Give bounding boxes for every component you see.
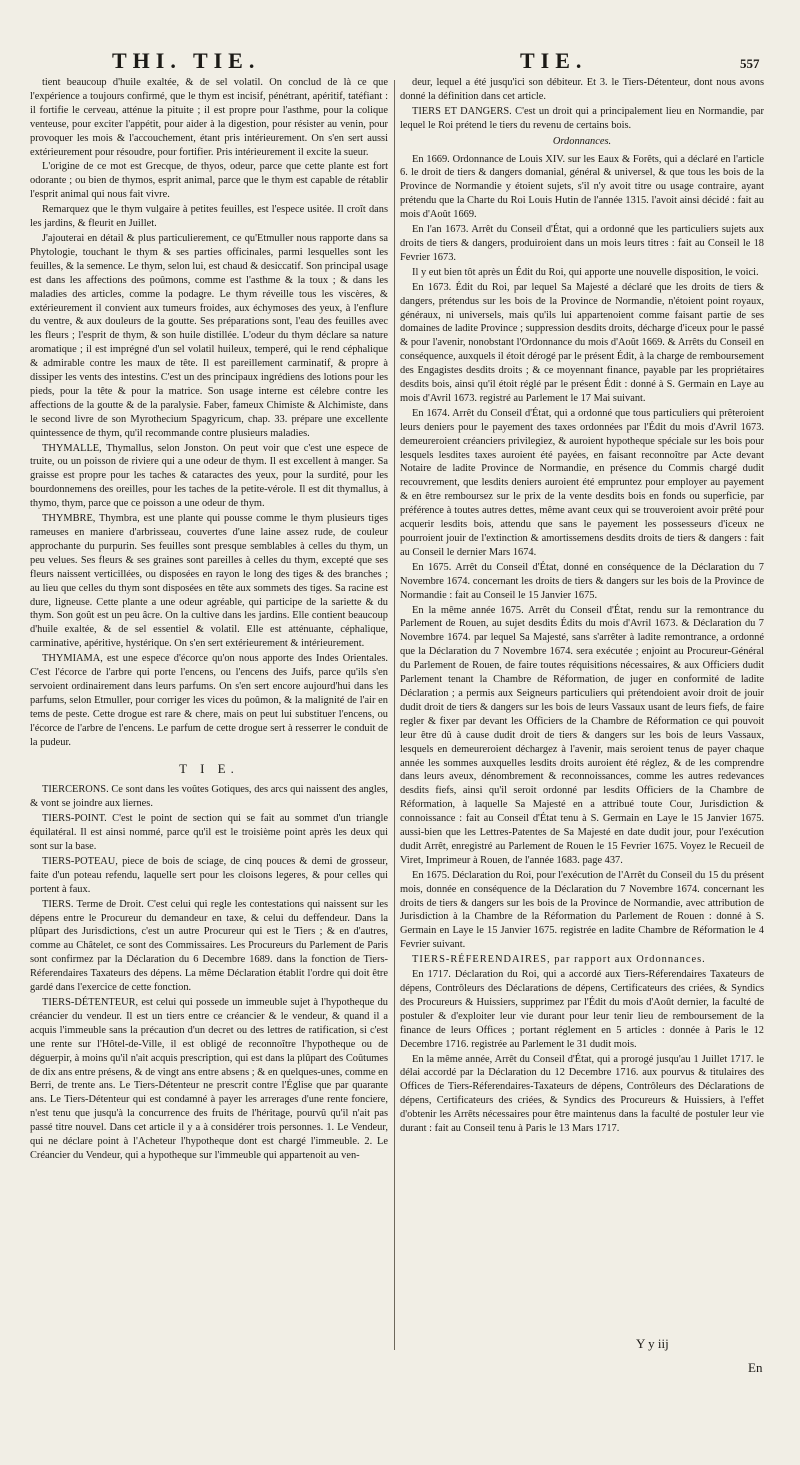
entry-tiers-et-dangers: TIERS ET DANGERS. C'est un droit qui a principalement lieu en Normandie, par lequel le Roi prétend le tiers du revenu de certains bois. [400, 105, 764, 131]
paragraph: deur, lequel a été jusqu'ici son débiteur. Et 3. le Tiers-Détenteur, dont nous avons donné la définition dans cet article. [400, 77, 764, 102]
ordonnance-entry: En 1674. Arrêt du Conseil d'État, qui a ordonné que tous particuliers qui prêteroient leurs deniers pour le payement des taxes ordonnées par l'Édit du mois d'Avril 1673. demeureroient créanciers privilegiez, & auroient hypotheque spéciale sur les bois pour lesquels lesdites taxes auroient été payées, en faisant reconnoître par Acte devant Notaire de ladite Province de Normandie, en présence du Commis chargé dudit recouvrement, que lesdits deniers auroient été empruntez pour employer au payement & en être remboursez sur le prix de la vente desdits bois en fonds ou superficie, par préférence à toutes autres dettes, même avant ceux qui se trouveroient avoir prêté pour acquerir lesdits bois, attendu que sans le payement les possesseurs d'iceux ne pourroient jouir de l'extinction & amortissemens desdits droits de tiers & dangers : fait au Conseil le dernier Mars 1674. [400, 407, 764, 558]
paragraph: J'ajouterai en détail & plus particulierement, ce qu'Etmuller nous rapporte dans sa Phytologie, touchant le thym & ses parties officinales, parmi lesquelles sont les feuilles, & la semence. Le thym, selon lui, est chaud & desiccatif. Son principal usage est dans les affections des poûmons, comme est l'asthme & la toux ; & dans les maladies des articles, comme la podagre. Le thym réveille tous les viscères, & extérieurement il convient aux tumeurs froides, aux échymoses des yeux, à l'enflure du ventre, & aux douleurs de la goutte. Ses préparations sont, l'eau des feuilles avec les fleurs ; l'esprit de thym, & son huile distillée. L'odeur du thym déclare sa nature aromatique ; il est imprégné d'un sel volatil huileux, temperé, qui le rend céphalique & admirable contre les maux de tête. Il est pareillement carminatif, & propre à dissiper les vents des intestins. C'est un des principaux ingrédiens des lotions pour les pieds, pour la tête & pour la matrice. Son usage interne est célebre contre les affections de la goutte & de la paralysie. Faber, fameux Chimiste & Alchimiste, dans le second livre de son Myrothecium Spagyricum, chap. 33. prépare une excellente quintessence de thym, qu'il recommande contre plusieurs maladies. [30, 232, 388, 439]
catchword: En [748, 1360, 763, 1375]
section-title: T I E. [179, 760, 239, 776]
running-head-left: THI. TIE. [112, 48, 261, 73]
entry-tiercerons: TIERCERONS. Ce sont dans les voûtes Gotiques, des arcs qui naissent des angles, & vont se joindre aux liernes. [30, 784, 388, 810]
page-number: 557 [740, 56, 760, 71]
paragraph: L'origine de ce mot est Grecque, de thyos, odeur, parce que cette plante est fort odorante ; ou bien de thymos, esprit animal, parce que le thym est capable de rétablir l'esprit animal qui nous fait vivre. [30, 161, 388, 201]
entry-thymbre: THYMBRE, Thymbra, est une plante qui pousse comme le thym plusieurs tiges rameuses en maniere d'arbrisseau, couvertes d'une laine assez rude, de couleur approchante du purpurin. Ses feuilles sont presque semblables à celles du thym, un peu velues. Ses fleurs & ses graines sont pareilles à celles du thym, excepté que ses fleurs naissent verticillées, ou disposées en rayon le long des tiges & des branches ; au lieu que celles du thym sont disposées en tête aux sommets des tiges. Sa racine est dure, ligneuse. Cette plante a une odeur agréable, qui participe de la sariette & du thym. Son goût est un peu âcre. On la cultive dans les jardins. Elle contient beaucoup d'huile exaltée, & de sel essentiel & volatil. Elle est atténuante, céphalique, carminative, apéritive, hystérique. On s'en sert extérieurement & intérieurement. [30, 513, 388, 650]
ordonnance-entry: En 1675. Déclaration du Roi, pour l'exécution de l'Arrêt du Conseil du 15 du présent mois, donnée en conséquence de la Déclaration du 7 Novembre 1674. concernant les droits de tiers & dangers sur les bois de la Province de Normandie, avec attribution de Jurisdiction à la Chambre de la Réformation du Parlement de Rouen : donné à S. Germain en Laye le 15 Janvier 1675. registrée en ladite Chambre de Réformation le 4 Fevrier suivant. [400, 869, 764, 951]
left-column [30, 76, 388, 1164]
ordonnances-heading: Ordonnances. [552, 135, 612, 147]
column-rule [394, 80, 395, 1350]
entry-thymalle: THYMALLE, Thymallus, selon Jonston. On peut voir que c'est une espece de truite, ou un poisson de riviere qui a une odeur de thym. Il est excellent à manger. Sa graisse est propre pour les taches & cataractes des yeux, pour la surdité, pour les bourdonnemens des oreilles, pour les taches de la petite-vérole. Il est dit thymallus, à thymo, thym, parce que ce poisson a une odeur de thym. [30, 442, 388, 510]
ordonnance-entry: Il y eut bien tôt après un Édit du Roi, qui apporte une nouvelle disposition, le voici. [412, 266, 759, 278]
signature-mark: Y y iij [636, 1336, 669, 1351]
ordonnance-entry: En 1673. Édit du Roi, par lequel Sa Majesté a déclaré que les droits de tiers & dangers, prétendus sur les bois de la Province de Normandie, n'étoient point royaux, généraux, ni universels, mais qu'ils lui appartenoient comme faisant partie de ses domaines de ladite Province ; suppression desdits droits, décharge d'iceux pour le passé & pour l'avenir, nonobstant l'Ordonnance du mois d'Août 1669. & Arrêts du Conseil en conséquence, auxquels il étoit dérogé par le présent Édit, à la charge de remboursement des Engagistes desdits droits ; & ce moyennant finance, payable par les propriétaires desdits bois, ainsi qu'il étoit réglé par le présent Édit : donné à S. Germain en Laye au mois d'Avril 1673. registré au Parlement le 17 Mai suivant. [400, 281, 764, 404]
ordonnance-entry: En 1717. Déclaration du Roi, qui a accordé aux Tiers-Réferendaires Taxateurs de dépens, Contrôleurs des Déclarations de dépens, Certificateurs des criées, & Syndics des Procureurs & Huissiers, supprimez par l'Édit du mois d'Août dernier, la faculté de postuler & d'exploiter leur vie durant pour leur tenir lieu de remboursement de la finance de leurs Offices ; portant réglement en 5 articles : donnée à Paris le 12 Decembre 1716. registrée au Parlement le 31 dudit mois. [400, 969, 764, 1050]
entry-tiers-poteau: TIERS-POTEAU, piece de bois de sciage, de cinq pouces & demi de grosseur, faite d'un poteau refendu, laquelle sert pour les cloisons legeres, & pour celles qui portent à faux. [30, 855, 388, 895]
ordonnance-entry: En la même année, Arrêt du Conseil d'État, qui a prorogé jusqu'au 1 Juillet 1717. le délai accordé par la Déclaration du 12 Decembre 1716. aux pourvus & titulaires des Offices de Tiers-Réferendaires-Taxateurs de dépens, Contrôleurs des Déclarations de dépens, Certificateurs des criées, & Syndics des Procureurs & Huissiers, à l'effet d'obtenir les Arrêts nécessaires pour être maintenus dans la faculté de postuler leur vie durant : fait au Conseil tenu à Paris le 13 Mars 1717. [400, 1053, 764, 1135]
ordonnance-entry: En la même année 1675. Arrêt du Conseil d'État, rendu sur la remontrance du Parlement de Rouen, au sujet desdits Édits du mois d'Avril 1673. & Déclaration du 7 Novembre 1674. par lequel Sa Majesté, sans s'arrêter à ladite remontrance, a ordonné que la Déclaration du 7 Novembre 1674. sera exécutée ; enjoint au Procureur-Général du Parlement de Rouen, de faire toutes réquisitions nécessaires, & aux Officiers dudit Parlement tenant la Chambre de Réformation, de juger en conformité de ladite Déclaration ; a permis aux Seigneurs particuliers qui prétendoient avoir droit de jouir dudit droit de tiers & dangers sur les bois de leurs Vassaux usant de leurs fiefs, de faire regler & fixer par devant les Officiers de la Chambre de Réformation ce qui pouvoit leur être dû à cause dudit droit de tiers & dangers sur les bois de leurs Vassaux, lesquels en demeureroient déchargez à l'avenir, mais seroient tenus de payer chaque année les sommes auxquelles lesdits droits auroient été réglez, & de les comprendre dans leurs aveux, dénombrement & reconnoissances, comme les autres redevances desdits fiefs, ainsi qu'il seroit ordonné par lesdits Officiers de la Chambre de Réformation, à laquelle Sa Majesté en a attribué toute Cour, Jurisdiction & connoissance : fait au Conseil d'État tenu à S. Germain en Laye le 15 Janvier 1675. aussi-bien que les Lettres-Patentes de Sa Majesté en date dudit jour, pour l'exécution dudit Arrêt, enregistré au Parlement de Rouen le 15 Fevrier 1675. Voyez le Recueil de Viret, Imprimeur à Rouen, de l'année 1683. page 437. [400, 604, 764, 866]
entry-tiers-referendaires: TIERS-RÉFERENDAIRES, par rapport aux Ordonnances. [412, 954, 706, 966]
ordonnance-entry: En 1669. Ordonnance de Louis XIV. sur les Eaux & Forêts, qui a déclaré en l'article 6. le droit de tiers & dangers domanial, général & universel, & que tous les bois de la Province de Normandie y étoient sujets, s'il n'y avoit titre ou usage contraire, ayant prétendu que la Charte du Roi Louis Hutin de l'année 1315. l'avoit ainsi décidé : fait au mois d'Août 1669. [400, 153, 764, 221]
right-column [400, 76, 764, 1137]
ordonnance-entry: En 1675. Arrêt du Conseil d'État, donné en conséquence de la Déclaration du 7 Novembre 1674. concernant les droits de tiers & dangers sur les bois de la Province de Normandie : fait au Conseil le 15 Janvier 1675. [400, 561, 764, 601]
entry-tiers-detenteur: TIERS-DÉTENTEUR, est celui qui possede un immeuble sujet à l'hypotheque du créancier du vendeur. Il est un tiers entre ce créancier & le vendeur, & quand il a acquis l'immeuble sans la précaution d'un decret ou des lettres de ratification, si c'est une rente sur l'Hôtel-de-Ville, il est obligé de reconnoître l'hypotheque ou de déguerpir, à moins qu'il n'ait acquis prescription, qui est dans la plûpart des Coûtumes de dix ans entre présens, & de vingt ans entre absens ; & en quelques-unes, comme en Berri, de trente ans. Le Tiers-Détenteur ne prescrit contre l'Église que par quarante ans. Le Tiers-Détenteur qui est condamné à payer les arrerages d'une rente fonciere, n'est tenu que jusqu'à la concurrence des fruits de l'héritage, pourvû qu'il n'ait pas passé titre nouvel. Dans cet article il y a à considérer trois personnes. 1. Le Vendeur, qui ne déclare point à l'Acheteur l'hypotheque dont est chargé l'immeuble. 2. Le Créancier du Vendeur, qui a hypotheque sur l'immeuble qui appartenoit au ven- [30, 997, 388, 1161]
running-head-right: TIE. [520, 48, 588, 73]
paragraph: tient beaucoup d'huile exaltée, & de sel volatil. On conclud de là ce que l'expérience a toujours confirmé, que le thym est incisif, pénétrant, apéritif, tatéfiant : il fortifie le cerveau, atténue la pituite ; il est propre pour l'asthme, pour la colique venteuse, pour exciter l'appétit, pour aider à la digestion, pour résister au venin, pour provoquer les mois & l'accouchement, étant pris intérieurement. On s'en sert aussi extérieurement pour résoudre, pour fortifier. Pris intérieurement il excite la sueur. [30, 77, 388, 158]
entry-thymiama: THYMIAMA, est une espece d'écorce qu'on nous apporte des Indes Orientales. C'est l'écorce de l'arbre qui porte l'encens, ou l'encens des Juifs, parce qu'ils s'en servoient ordinairement dans leurs parfums. On s'en sert encore aujourd'hui dans les parfums, selon Etmuller, pour corriger les vices du poûmon, & la malignité de l'air en tems de peste. Cette drogue est rare & chere, mais on peut lui substituer l'encens, ou l'écorce de l'arbre de l'encens. Le parfum de cette drogue sert à resserrer le conduit de la pudeur. [30, 653, 388, 748]
entry-tiers: TIERS. Terme de Droit. C'est celui qui regle les contestations qui naissent sur les dépens entre le Procureur du demandeur en taxe, & celui du deffendeur. Dans la plûpart des Jurisdictions, c'est un autre Procureur qui est le Tiers ; & en d'autres, comme au Châtelet, ce sont des Commissaires. Les Procureurs du Parlement de Paris sont confirmez par la Déclaration du 6 Decembre 1689. dans la fonction de Tiers-Réferendaires Taxateurs des dépens. La même Déclaration établit l'ordre qui doit être gardé dans l'exercice de cette fonction. [30, 898, 388, 994]
ordonnance-entry: En l'an 1673. Arrêt du Conseil d'État, qui a ordonné que les particuliers sujets aux droits de tiers & dangers, produiroient dans un mois leurs titres : fait au Conseil le 18 Fevrier 1673. [400, 224, 764, 263]
entry-tiers-point: TIERS-POINT. C'est le point de section qui se fait au sommet d'un triangle équilatéral. Il est ainsi nommé, parce qu'il est le troisième point après les deux qui sont sur la base. [30, 813, 388, 853]
paragraph: Remarquez que le thym vulgaire à petites feuilles, est l'espece usitée. Il croît dans les jardins, & fleurit en Juillet. [30, 204, 388, 230]
